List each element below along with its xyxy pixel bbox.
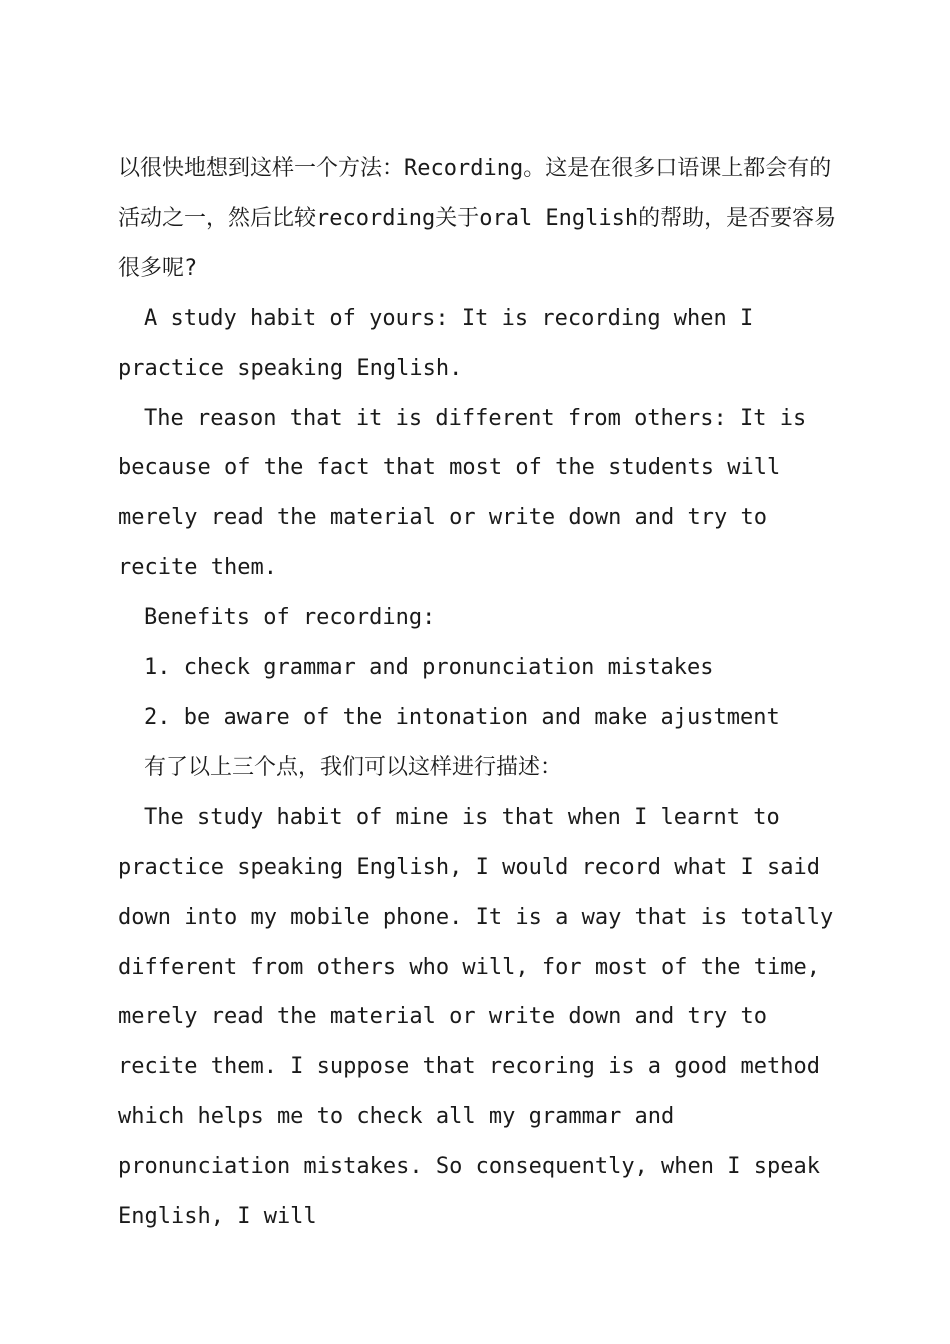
paragraph-essay: The study habit of mine is that when I learnt to practice speaking English, I would record what I said down into my mobile phone. It is a way that is totally different from others who will, for most of the time, merely read the material or write down and try to recite them. I suppose that recoring is a good method which helps me to check all my grammar and pronunciation mistakes. So consequently, when I speak English, I will (118, 804, 834, 1230)
list-item-benefit-2: 2. be aware of the intonation and make ajustment (144, 704, 780, 730)
paragraph-reason: The reason that it is different from others: It is because of the fact that most of the students will merely read the material or write down and try to recite them. (118, 405, 807, 581)
paragraph-transition-chinese: 有了以上三个点，我们可以这样进行描述： (144, 754, 563, 780)
list-item-benefit-1: 1. check grammar and pronunciation mistakes (144, 655, 714, 681)
paragraph-study-habit: A study habit of yours: It is recording when I practice speaking English. (118, 305, 754, 381)
paragraph-benefits-heading: Benefits of recording: (144, 605, 436, 631)
document-body (118, 144, 838, 1242)
paragraph-intro-chinese: 以很快地想到这样一个方法：Recording。这是在很多口语课上都会有的活动之一，然后比较recording关于oral English的帮助，是否要容易很多呢? (118, 156, 837, 281)
